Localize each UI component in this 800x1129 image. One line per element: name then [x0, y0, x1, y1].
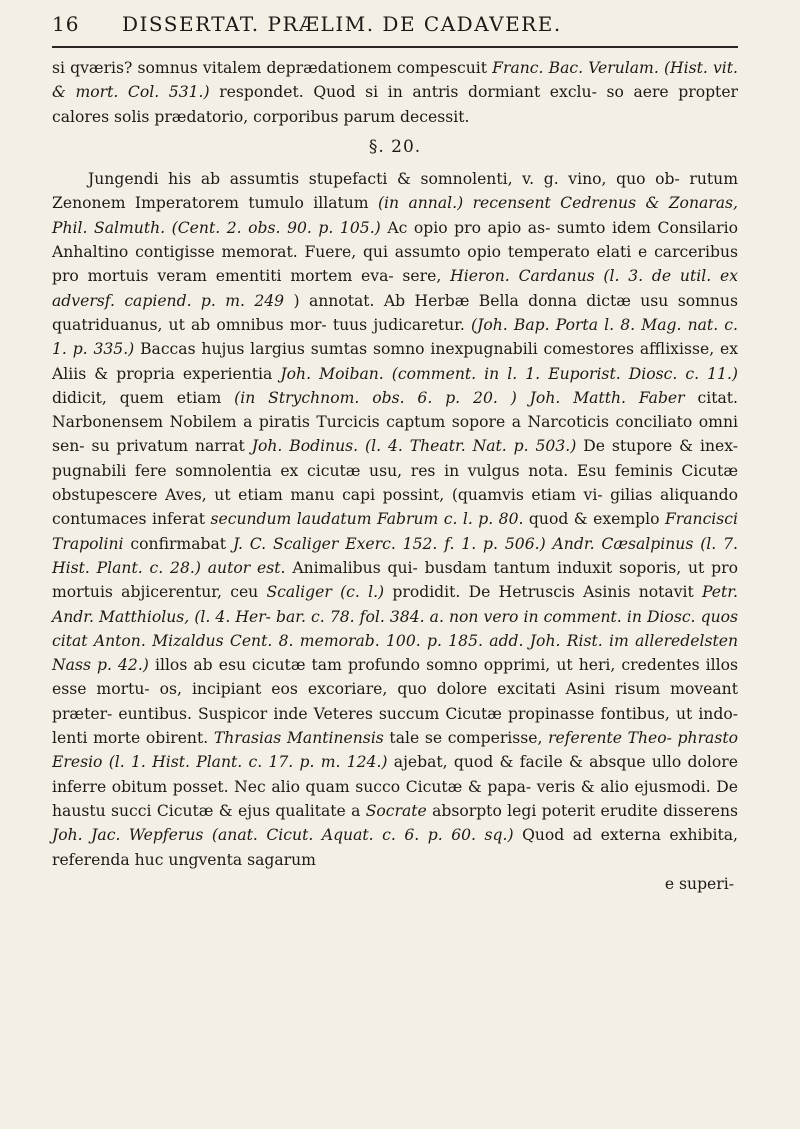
- text-run: Animalibus qui- busdam tantum induxit soporis, ut pro mortuis abjicerentur, ceu: [52, 558, 738, 602]
- running-head: [52, 12, 738, 48]
- page-number: 16: [52, 12, 80, 36]
- citation: (Joh. Bap. Porta l. 8. Mag. nat. c. 1. p. 335.): [52, 315, 738, 359]
- text-run: didicit, quem etiam: [52, 388, 235, 407]
- citation: Hieron. Cardanus (l. 3. de util. ex adversf. capiend. p. m. 249: [52, 267, 738, 310]
- text-run: Quod ad externa exhibita, referenda huc ungventa sagarum: [52, 826, 738, 869]
- text-run: Ac opio pro apio as- sumto idem Consilario Anhaltino contigisse memorat. Fuere, qui assumto opio temperato elati e carceribus pro mortuis veram ementiti mortem eva- sere,: [52, 218, 738, 286]
- text-run: si qværis? somnus vitalem deprædationem compescuit: [52, 59, 493, 77]
- citation: Francisci Trapolini: [52, 510, 739, 553]
- citation: Joh. Jac. Wepferus (anat. Cicut. Aquat. c. 6. p. 60. sq.): [52, 826, 514, 845]
- body-text: [52, 56, 738, 896]
- citation: (in annal.): [377, 194, 464, 213]
- text-run: illos ab esu cicutæ tam profundo somno opprimi, ut heri, credentes illos esse mortu- os, incipiant eos excoriare, quo dolore excitati Asini risum moveant præter- euntibus. Suspicor inde Veteres succum Cicutæ propinasse fontibus, ut indo- lenti morte obirent.: [52, 656, 739, 748]
- text-run: citat. Narbonensem Nobilem a piratis Turcicis captum sopore a Narcoticis conciliato omni sen- su privatum narrat: [52, 388, 739, 456]
- citation: referente Theo- phrasto Eresio (l. 1. Hist. Plant. c. 17. p. m. 124.): [52, 729, 738, 772]
- citation: secundum laudatum Fabrum c. l. p. 80.: [210, 510, 524, 529]
- citation: Joh. Moiban. (comment. in l. 1. Euporist. Diosc. c. 11.): [280, 364, 739, 383]
- citation: Scaliger (c. l.): [266, 583, 385, 602]
- citation: J. C. Scaliger Exerc. 152. f. 1. p. 506.) Andr. Cæsalpinus (l. 7. Hist. Plant. c. 28.) autor est.: [52, 534, 738, 577]
- text-run: prodidit. De Hetruscis Asinis notavit: [384, 583, 703, 602]
- catchword: e superi-: [664, 874, 734, 893]
- text-run: [463, 194, 472, 212]
- text-run: Jungendi his ab assumtis stupefacti & somnolenti, v. g. vino, quo ob- rutum Zenonem Imperatorem tumulo illatum: [52, 170, 738, 213]
- text-run: De stupore & inex- pugnabili fere somnolentia ex cicutæ usu, res in vulgus nota. Esu feminis Cicutæ obstupescere Aves, ut etiam manu capi possint, (quamvis etiam vi- gilias aliquando contumaces inferat: [52, 437, 739, 529]
- text-run: ajebat, quod & facile & absque ullo dolore inferre obitum posset. Nec alio quam succo Cicutæ & papa- veris & alio ejusmodi. De haustu succi Cicutæ & ejus qualitate a: [52, 753, 738, 820]
- text-run: respondet. Quod si in antris dormiant exclu- so aere propter calores solis prædatorio, corporibus parum decessit.: [52, 83, 739, 126]
- section-number: §. 20.: [368, 136, 422, 157]
- citation: (Hist. vit. & mort. Col. 531.): [52, 59, 739, 102]
- text-run: absorpto legi poterit erudite disserens: [426, 801, 738, 820]
- citation: Petr. Andr. Matthiolus, (l. 4. Her- bar. c. 78. fol. 384. a. non vero in comment. in Diosc. quos citat Anton. Mizaldus Cent. 8. memorab. 100. p. 185. add. Joh. Rist. im alleredelsten Nass p. 42.): [52, 583, 738, 675]
- text-run: tale se comperisse,: [383, 729, 549, 748]
- citation: Franc. Bac. Verulam.: [492, 59, 659, 77]
- paragraph-continuation: [52, 56, 738, 129]
- running-title: DISSERTAT. PRÆLIM. DE CADAVERE.: [122, 12, 562, 36]
- paragraph-section-20: [52, 167, 738, 872]
- text-run: ) annotat. Ab Herbæ Bella donna dictæ usu somnus quatriduanus, ut ab omnibus mor- tuus judicaretur.: [52, 291, 738, 334]
- text-run: Baccas hujus largius sumtas somno inexpugnabili comestores afflixisse, ex Aliis & propria experientia: [52, 340, 738, 383]
- citation: (in Strychnom. obs. 6. p. 20. ) Joh. Matth. Faber: [234, 388, 685, 407]
- text-run: quod & exemplo: [523, 510, 665, 529]
- citation: Socrate: [365, 801, 427, 820]
- citation: Thrasias Mantinensis: [213, 729, 384, 748]
- citation: recensent Cedrenus & Zonaras, Phil. Salmuth. (Cent. 2. obs. 90. p. 105.): [52, 194, 738, 237]
- text-run: confirmabat: [123, 534, 233, 553]
- citation: Joh. Bodinus. (l. 4. Theatr. Nat. p. 503.): [251, 437, 577, 456]
